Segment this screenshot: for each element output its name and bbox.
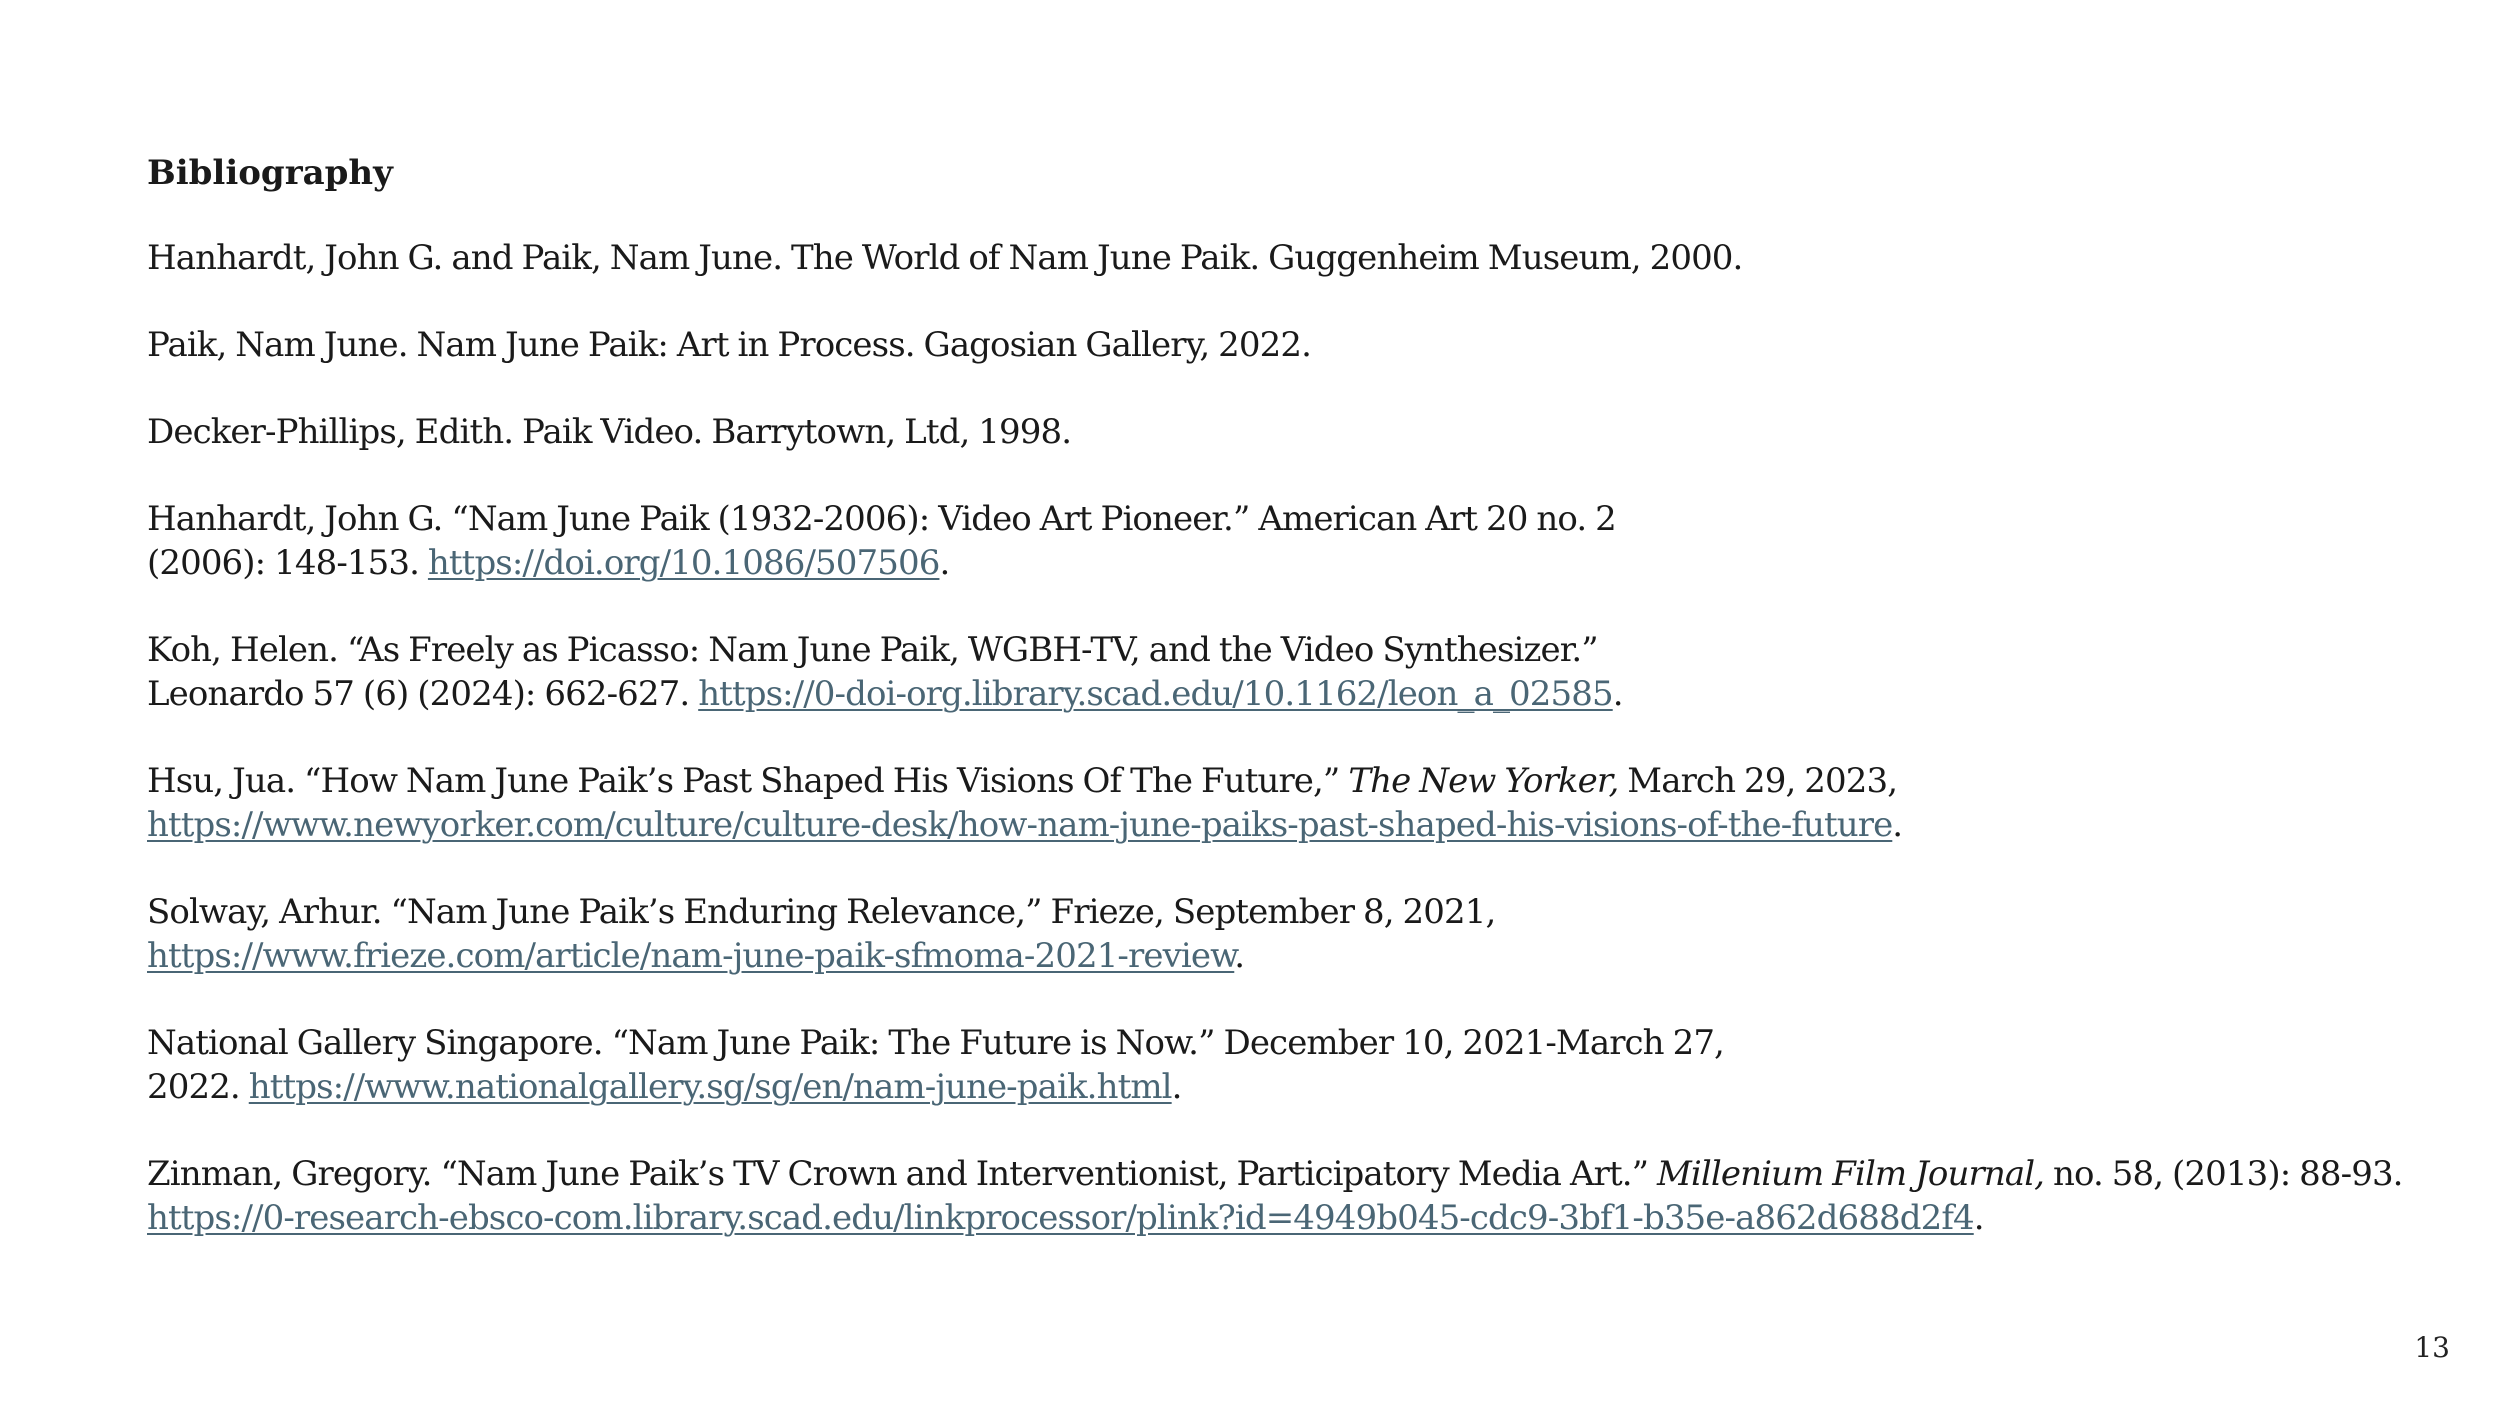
citation-punctuation: . xyxy=(1234,936,1245,976)
citation-hanhardt-paik-2000 xyxy=(147,236,2427,280)
citation-line-2 xyxy=(147,541,2427,585)
citation-punctuation: . xyxy=(939,543,950,583)
citation-text: Paik, Nam June. Nam June Paik: Art in Process. Gagosian Gallery, 2022. xyxy=(147,325,1312,365)
citation-link[interactable]: https://0-research-ebsco-com.library.scad.edu/linkprocessor/plink?id=4949b045-cdc9-3bf1-b35e-a862d688d2f4 xyxy=(147,1198,1974,1238)
citation-text: Decker-Phillips, Edith. Paik Video. Barrytown, Ltd, 1998. xyxy=(147,412,1072,452)
citation-zinman-2013 xyxy=(147,1152,2427,1240)
citation-paik-2022 xyxy=(147,323,2427,367)
citation-solway-2021 xyxy=(147,890,2427,978)
citation-text: (2006): 148-153. xyxy=(147,543,428,583)
citation-publication: The New Yorker, xyxy=(1348,761,1619,801)
citation-punctuation: . xyxy=(1973,1198,1984,1238)
citation-koh-2024 xyxy=(147,628,2427,716)
citation-text: Hsu, Jua. “How Nam June Paik’s Past Shaped His Visions Of The Future,” xyxy=(147,761,1349,801)
citation-link[interactable]: https://www.newyorker.com/culture/culture-desk/how-nam-june-paiks-past-shaped-his-visions-of-the-future xyxy=(147,805,1893,845)
citation-line-1 xyxy=(147,759,2427,803)
citation-text: Leonardo 57 (6) (2024): 662-627. xyxy=(147,674,699,714)
citation-link[interactable]: https://doi.org/10.1086/507506 xyxy=(427,543,940,583)
citation-text: Koh, Helen. “As Freely as Picasso: Nam June Paik, WGBH-TV, and the Video Synthesizer.” xyxy=(147,630,1598,670)
citation-text: Hanhardt, John G. “Nam June Paik (1932-2006): Video Art Pioneer.” American Art 20 no. 2 xyxy=(147,499,1616,539)
citation-text: 2022. xyxy=(147,1067,249,1107)
citation-line-2 xyxy=(147,672,2427,716)
citation-line-2 xyxy=(147,1196,2427,1240)
citation-link[interactable]: https://0-doi-org.library.scad.edu/10.1162/leon_a_02585 xyxy=(698,674,1613,714)
citation-link[interactable]: https://www.frieze.com/article/nam-june-paik-sfmoma-2021-review xyxy=(147,936,1235,976)
citation-national-gallery-singapore xyxy=(147,1021,2427,1109)
citation-text: no. 58, (2013): 88-93. xyxy=(2044,1154,2403,1194)
citation-publication: Millenium Film Journal, xyxy=(1657,1154,2045,1194)
citation-line-2 xyxy=(147,934,2427,978)
citation-hsu-2023 xyxy=(147,759,2427,847)
citation-line-2 xyxy=(147,1065,2427,1109)
citation-link[interactable]: https://www.nationalgallery.sg/sg/en/nam-june-paik.html xyxy=(248,1067,1172,1107)
bibliography-heading: Bibliography xyxy=(147,153,393,193)
citation-line-1 xyxy=(147,1152,2427,1196)
citation-punctuation: . xyxy=(1171,1067,1182,1107)
citation-punctuation: . xyxy=(1612,674,1623,714)
page-number: 13 xyxy=(2414,1331,2450,1364)
citation-text: Zinman, Gregory. “Nam June Paik’s TV Crown and Interventionist, Participatory Media Art.” xyxy=(147,1154,1658,1194)
bibliography-slide xyxy=(147,150,2427,1283)
citation-punctuation: . xyxy=(1892,805,1903,845)
citation-text: National Gallery Singapore. “Nam June Paik: The Future is Now.” December 10, 2021-March 27, xyxy=(147,1023,1724,1063)
citation-line-2 xyxy=(147,803,2427,847)
citation-text: Hanhardt, John G. and Paik, Nam June. The World of Nam June Paik. Guggenheim Museum, 2000. xyxy=(147,238,1743,278)
citation-text: Solway, Arhur. “Nam June Paik’s Enduring Relevance,” Frieze, September 8, 2021, xyxy=(147,892,1496,932)
citation-hanhardt-2006 xyxy=(147,497,2427,585)
citation-text: March 29, 2023, xyxy=(1618,761,1898,801)
citation-decker-phillips-1998 xyxy=(147,410,2427,454)
